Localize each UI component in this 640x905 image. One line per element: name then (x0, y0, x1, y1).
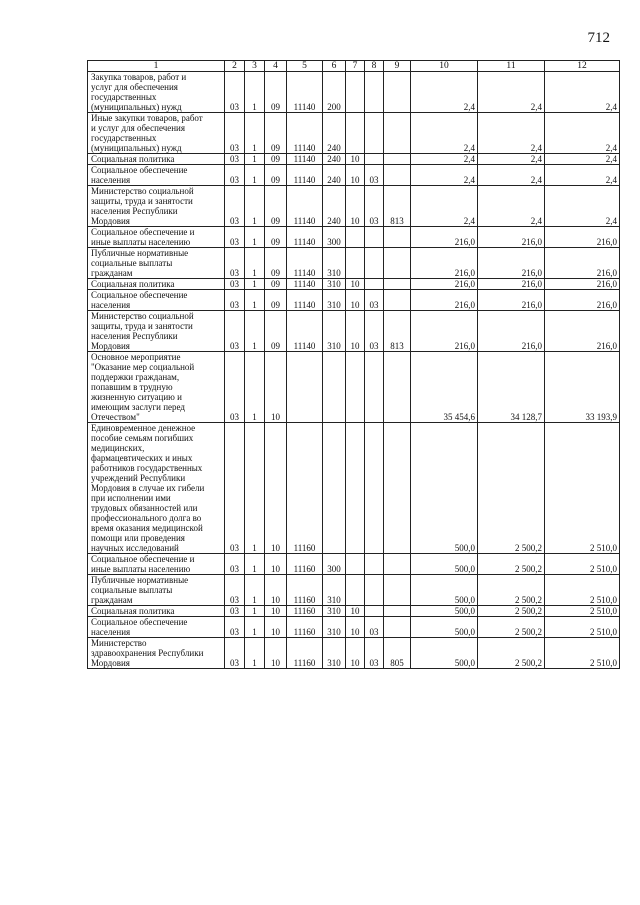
cell-code-4: 09 (265, 227, 287, 248)
cell-code-8 (365, 279, 384, 290)
table-row (88, 554, 620, 575)
cell-amount-12: 2 510,0 (545, 617, 620, 638)
cell-amount-11: 2 500,2 (478, 554, 545, 575)
cell-code-4: 09 (265, 290, 287, 311)
cell-code-7: 10 (346, 165, 365, 186)
cell-code-4: 09 (265, 311, 287, 352)
cell-item-name: Социальная политика (88, 279, 225, 290)
cell-code-6: 310 (323, 311, 346, 352)
column-header: 10 (411, 61, 478, 72)
cell-code-9: 805 (384, 638, 411, 669)
cell-amount-12: 2 510,0 (545, 575, 620, 606)
cell-code-7 (346, 575, 365, 606)
cell-item-name: Социальное обеспечение и иные выплаты населению (88, 227, 225, 248)
cell-code-6: 300 (323, 227, 346, 248)
cell-code-8: 03 (365, 311, 384, 352)
cell-code-5: 11160 (287, 575, 323, 606)
cell-code-7: 10 (346, 290, 365, 311)
cell-code-6: 310 (323, 638, 346, 669)
cell-amount-10: 216,0 (411, 248, 478, 279)
cell-code-8 (365, 423, 384, 554)
cell-code-9 (384, 617, 411, 638)
cell-code-2: 03 (225, 606, 245, 617)
table-header-row (88, 61, 620, 72)
cell-amount-12: 216,0 (545, 279, 620, 290)
cell-code-7 (346, 248, 365, 279)
table-row (88, 290, 620, 311)
cell-code-5: 11140 (287, 165, 323, 186)
cell-code-3: 1 (245, 227, 265, 248)
table-row (88, 154, 620, 165)
cell-code-9 (384, 165, 411, 186)
cell-code-2: 03 (225, 186, 245, 227)
cell-amount-10: 2,4 (411, 113, 478, 154)
cell-item-name: Министерство социальной защиты, труда и занятости населения Республики Мордовия (88, 311, 225, 352)
cell-code-6: 310 (323, 606, 346, 617)
cell-code-5: 11160 (287, 423, 323, 554)
cell-amount-12: 33 193,9 (545, 352, 620, 423)
cell-code-5: 11140 (287, 279, 323, 290)
cell-item-name: Социальная политика (88, 606, 225, 617)
cell-item-name: Социальное обеспечение и иные выплаты населению (88, 554, 225, 575)
cell-item-name: Социальное обеспечение населения (88, 165, 225, 186)
cell-code-4: 10 (265, 423, 287, 554)
cell-amount-11: 2 500,2 (478, 423, 545, 554)
cell-code-6: 240 (323, 113, 346, 154)
cell-code-8 (365, 575, 384, 606)
cell-code-2: 03 (225, 72, 245, 113)
table-row (88, 617, 620, 638)
cell-amount-11: 216,0 (478, 311, 545, 352)
cell-amount-12: 2,4 (545, 186, 620, 227)
cell-code-9 (384, 352, 411, 423)
cell-item-name: Министерство социальной защиты, труда и занятости населения Республики Мордовия (88, 186, 225, 227)
cell-code-2: 03 (225, 154, 245, 165)
cell-amount-12: 2 510,0 (545, 638, 620, 669)
cell-amount-10: 500,0 (411, 606, 478, 617)
cell-code-2: 03 (225, 311, 245, 352)
table-row (88, 638, 620, 669)
cell-item-name: Публичные нормативные социальные выплаты гражданам (88, 248, 225, 279)
cell-code-8 (365, 154, 384, 165)
table-row (88, 311, 620, 352)
cell-code-7: 10 (346, 311, 365, 352)
cell-code-4: 09 (265, 72, 287, 113)
cell-code-8 (365, 113, 384, 154)
cell-amount-11: 216,0 (478, 227, 545, 248)
cell-code-8 (365, 554, 384, 575)
cell-code-3: 1 (245, 113, 265, 154)
cell-code-2: 03 (225, 575, 245, 606)
cell-code-8 (365, 352, 384, 423)
column-header: 11 (478, 61, 545, 72)
cell-code-7: 10 (346, 186, 365, 227)
cell-code-4: 10 (265, 606, 287, 617)
cell-amount-10: 500,0 (411, 423, 478, 554)
cell-code-4: 10 (265, 575, 287, 606)
cell-code-5: 11140 (287, 290, 323, 311)
table-row (88, 279, 620, 290)
cell-code-6 (323, 423, 346, 554)
cell-code-9 (384, 154, 411, 165)
cell-amount-11: 2 500,2 (478, 617, 545, 638)
cell-item-name: Публичные нормативные социальные выплаты гражданам (88, 575, 225, 606)
cell-code-2: 03 (225, 638, 245, 669)
cell-code-7 (346, 423, 365, 554)
table-row (88, 423, 620, 554)
cell-code-2: 03 (225, 290, 245, 311)
cell-code-5: 11140 (287, 154, 323, 165)
cell-code-4: 09 (265, 113, 287, 154)
cell-code-4: 10 (265, 554, 287, 575)
cell-code-9 (384, 72, 411, 113)
cell-code-7: 10 (346, 154, 365, 165)
cell-code-3: 1 (245, 352, 265, 423)
cell-code-7: 10 (346, 617, 365, 638)
cell-code-3: 1 (245, 165, 265, 186)
cell-code-9 (384, 279, 411, 290)
cell-amount-12: 216,0 (545, 290, 620, 311)
cell-code-2: 03 (225, 248, 245, 279)
cell-code-6: 310 (323, 575, 346, 606)
cell-code-8 (365, 72, 384, 113)
table-row (88, 575, 620, 606)
cell-code-3: 1 (245, 154, 265, 165)
cell-amount-12: 2,4 (545, 154, 620, 165)
cell-code-7: 10 (346, 638, 365, 669)
cell-item-name: Закупка товаров, работ и услуг для обеспечения государственных (муниципальных) нужд (88, 72, 225, 113)
cell-code-6: 240 (323, 165, 346, 186)
cell-amount-10: 500,0 (411, 575, 478, 606)
cell-code-9 (384, 248, 411, 279)
cell-amount-10: 216,0 (411, 227, 478, 248)
cell-amount-11: 2 500,2 (478, 638, 545, 669)
cell-code-4: 09 (265, 186, 287, 227)
cell-code-4: 09 (265, 154, 287, 165)
cell-code-9 (384, 227, 411, 248)
cell-code-8: 03 (365, 186, 384, 227)
cell-code-6: 310 (323, 248, 346, 279)
table-row (88, 606, 620, 617)
column-header: 8 (365, 61, 384, 72)
cell-amount-12: 2 510,0 (545, 606, 620, 617)
cell-code-2: 03 (225, 227, 245, 248)
cell-amount-10: 2,4 (411, 186, 478, 227)
cell-code-8: 03 (365, 165, 384, 186)
cell-amount-10: 2,4 (411, 165, 478, 186)
cell-code-4: 10 (265, 352, 287, 423)
cell-code-9 (384, 554, 411, 575)
cell-code-3: 1 (245, 248, 265, 279)
cell-code-5: 11140 (287, 227, 323, 248)
cell-code-5: 11140 (287, 72, 323, 113)
cell-code-2: 03 (225, 423, 245, 554)
cell-code-6: 310 (323, 290, 346, 311)
cell-amount-11: 2,4 (478, 186, 545, 227)
cell-code-6: 300 (323, 554, 346, 575)
cell-amount-11: 2,4 (478, 165, 545, 186)
cell-amount-11: 216,0 (478, 279, 545, 290)
cell-code-7 (346, 554, 365, 575)
table-row (88, 186, 620, 227)
cell-amount-10: 216,0 (411, 311, 478, 352)
cell-code-3: 1 (245, 554, 265, 575)
cell-code-9 (384, 606, 411, 617)
cell-code-9: 813 (384, 186, 411, 227)
cell-code-6: 310 (323, 279, 346, 290)
cell-code-3: 1 (245, 423, 265, 554)
column-header: 7 (346, 61, 365, 72)
cell-code-9 (384, 575, 411, 606)
cell-code-6: 200 (323, 72, 346, 113)
table-row (88, 248, 620, 279)
cell-amount-11: 216,0 (478, 290, 545, 311)
budget-table (87, 60, 620, 669)
cell-code-6: 310 (323, 617, 346, 638)
cell-code-3: 1 (245, 311, 265, 352)
cell-code-7 (346, 113, 365, 154)
cell-item-name: Социальное обеспечение населения (88, 617, 225, 638)
cell-code-5: 11160 (287, 617, 323, 638)
cell-code-5: 11140 (287, 248, 323, 279)
cell-code-3: 1 (245, 72, 265, 113)
column-header: 1 (88, 61, 225, 72)
cell-amount-11: 216,0 (478, 248, 545, 279)
cell-code-9 (384, 290, 411, 311)
cell-code-9: 813 (384, 311, 411, 352)
cell-code-5: 11140 (287, 113, 323, 154)
cell-code-5: 11160 (287, 554, 323, 575)
cell-amount-11: 2 500,2 (478, 575, 545, 606)
cell-code-5 (287, 352, 323, 423)
cell-code-5: 11160 (287, 638, 323, 669)
cell-code-3: 1 (245, 290, 265, 311)
cell-code-3: 1 (245, 186, 265, 227)
cell-amount-12: 2,4 (545, 72, 620, 113)
table-row (88, 113, 620, 154)
cell-code-5: 11140 (287, 311, 323, 352)
column-header: 12 (545, 61, 620, 72)
cell-amount-10: 216,0 (411, 290, 478, 311)
table-row (88, 165, 620, 186)
cell-amount-12: 2 510,0 (545, 423, 620, 554)
cell-amount-11: 2,4 (478, 113, 545, 154)
cell-code-2: 03 (225, 352, 245, 423)
cell-amount-10: 2,4 (411, 72, 478, 113)
cell-code-3: 1 (245, 606, 265, 617)
cell-item-name: Основное мероприятие "Оказание мер социальной поддержки гражданам, попавшим в трудную жизненную ситуацию и имеющим заслуги перед Отечеством" (88, 352, 225, 423)
cell-amount-11: 2 500,2 (478, 606, 545, 617)
cell-code-5: 11160 (287, 606, 323, 617)
cell-code-2: 03 (225, 113, 245, 154)
column-header: 9 (384, 61, 411, 72)
cell-code-9 (384, 113, 411, 154)
cell-code-4: 09 (265, 165, 287, 186)
cell-code-3: 1 (245, 638, 265, 669)
cell-code-6: 240 (323, 186, 346, 227)
cell-code-2: 03 (225, 165, 245, 186)
page-number: 712 (587, 30, 610, 46)
cell-code-8: 03 (365, 638, 384, 669)
cell-amount-12: 2,4 (545, 165, 620, 186)
cell-code-8 (365, 248, 384, 279)
cell-code-7 (346, 352, 365, 423)
cell-item-name: Социальное обеспечение населения (88, 290, 225, 311)
table-row (88, 227, 620, 248)
cell-item-name: Иные закупки товаров, работ и услуг для обеспечения государственных (муниципальных) нужд (88, 113, 225, 154)
cell-code-4: 09 (265, 248, 287, 279)
cell-amount-12: 216,0 (545, 248, 620, 279)
cell-code-7 (346, 72, 365, 113)
cell-code-6: 240 (323, 154, 346, 165)
table-body (88, 72, 620, 669)
cell-item-name: Социальная политика (88, 154, 225, 165)
cell-amount-11: 2,4 (478, 72, 545, 113)
cell-amount-12: 216,0 (545, 311, 620, 352)
cell-amount-11: 34 128,7 (478, 352, 545, 423)
cell-amount-12: 216,0 (545, 227, 620, 248)
cell-code-2: 03 (225, 617, 245, 638)
cell-amount-10: 500,0 (411, 554, 478, 575)
cell-code-8: 03 (365, 617, 384, 638)
cell-amount-10: 500,0 (411, 617, 478, 638)
cell-code-3: 1 (245, 575, 265, 606)
cell-code-4: 10 (265, 638, 287, 669)
cell-amount-12: 2 510,0 (545, 554, 620, 575)
cell-amount-10: 216,0 (411, 279, 478, 290)
cell-amount-10: 2,4 (411, 154, 478, 165)
cell-code-6 (323, 352, 346, 423)
column-header: 2 (225, 61, 245, 72)
cell-item-name: Единовременное денежное пособие семьям погибших медицинских, фармацевтических и иных работников государственных учреждений Республики Мордовия в случае их гибели при исполнении ими трудовых обязанностей или профессионального долга во время оказания медицинской помощи или проведения научных исследований (88, 423, 225, 554)
cell-code-8: 03 (365, 290, 384, 311)
cell-code-2: 03 (225, 554, 245, 575)
cell-code-7: 10 (346, 279, 365, 290)
cell-code-3: 1 (245, 617, 265, 638)
cell-amount-12: 2,4 (545, 113, 620, 154)
cell-amount-10: 35 454,6 (411, 352, 478, 423)
cell-code-4: 09 (265, 279, 287, 290)
cell-code-8 (365, 606, 384, 617)
column-header: 3 (245, 61, 265, 72)
cell-amount-11: 2,4 (478, 154, 545, 165)
cell-code-7: 10 (346, 606, 365, 617)
column-header: 4 (265, 61, 287, 72)
cell-code-2: 03 (225, 279, 245, 290)
cell-code-3: 1 (245, 279, 265, 290)
cell-code-8 (365, 227, 384, 248)
cell-code-7 (346, 227, 365, 248)
table-row (88, 352, 620, 423)
cell-code-9 (384, 423, 411, 554)
column-header: 6 (323, 61, 346, 72)
cell-code-5: 11140 (287, 186, 323, 227)
cell-amount-10: 500,0 (411, 638, 478, 669)
cell-item-name: Министерство здравоохранения Республики Мордовия (88, 638, 225, 669)
cell-code-4: 10 (265, 617, 287, 638)
column-header: 5 (287, 61, 323, 72)
table-row (88, 72, 620, 113)
